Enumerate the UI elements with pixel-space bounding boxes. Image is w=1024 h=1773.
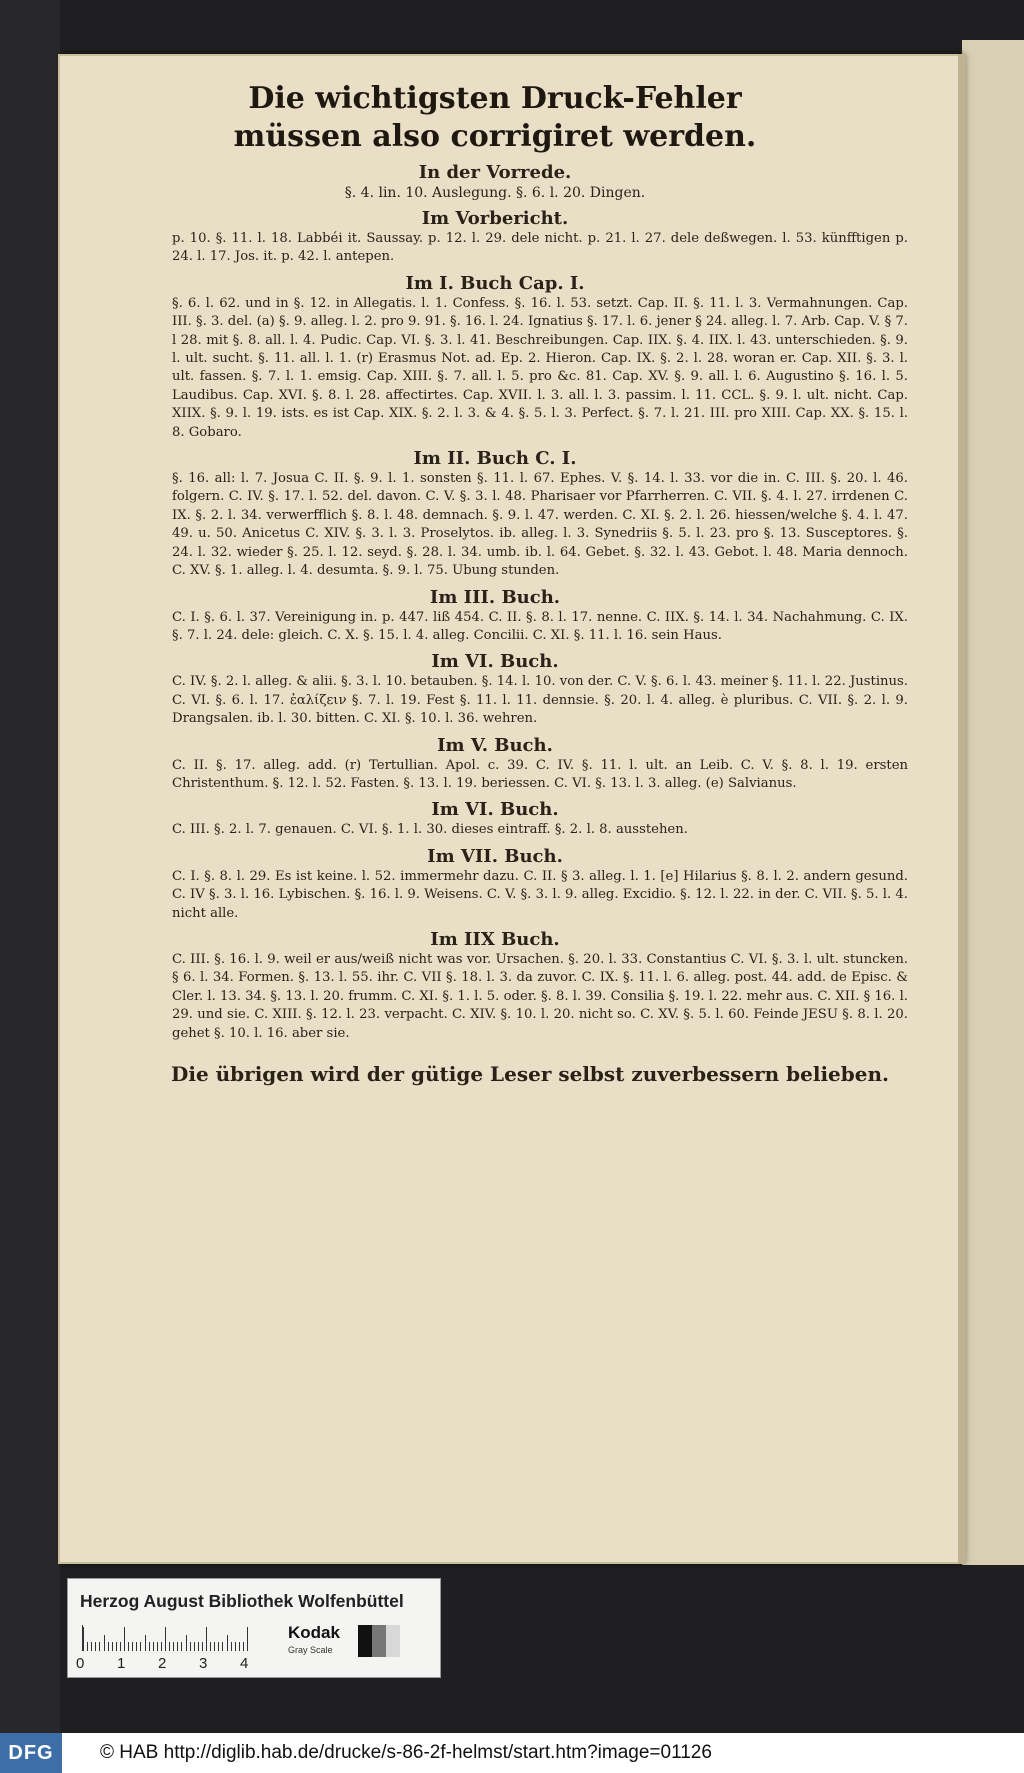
section-buch-3	[80, 587, 910, 646]
ruler-tick	[165, 1627, 166, 1651]
ruler-tick	[136, 1642, 137, 1651]
color-target-card	[67, 1578, 441, 1678]
gray-scale-label: Gray Scale	[288, 1645, 333, 1655]
section-heading: Im I. Buch Cap. I.	[405, 272, 585, 294]
library-name: Herzog August Bibliothek Wolfenbüttel	[80, 1591, 404, 1611]
section-heading: In der Vorrede.	[418, 162, 572, 183]
ruler-tick	[194, 1642, 195, 1651]
ruler-tick	[108, 1642, 109, 1651]
section-text: C. IV. §. 2. l. alleg. & alii. §. 3. l. 10. betauben. §. 14. l. 10. von der. C. V. §. 6. l. 43. meiner §. 11. l. 22. Justinus. C. VI. §. 6. l. 17. ἐαλίζειν §. 7. l. 19. Fest §. 11. l. 11. dennsie. §. 20. l. 4. alleg. è pluribus. C. VII. §. 2. l. 9. Drangsalen. ib. l. 30. bitten. C. XI. §. 10. l. 36. wehren.	[172, 674, 908, 727]
ruler-number: 1	[117, 1655, 126, 1672]
ruler-tick	[190, 1642, 191, 1651]
section-text: C. III. §. 16. l. 9. weil er aus/weiß nicht was vor. Ursachen. §. 20. l. 33. Constantius C. VI. §. 3. l. ult. stuncken. § 6. l. 34. Formen. §. 13. l. 55. ihr. C. VII §. 18. l. 3. da zuvor. C. IX. §. 11. l. 6. alleg. post. 44. add. de Episc. & Cler. l. 13. 34. §. 13. l. 20. frumm. C. XI. §. 1. l. 5. oder. §. 8. l. 39. Consilia §. 19. l. 22. mehr aus. C. XII. § 16. l. 29. und sie. C. XIII. §. 12. l. 23. verpacht. C. XIV. §. 10. l. 20. nicht so. C. XV. §. 5. l. 60. Feinde JESU §. 8. l. 20. gehet §. 10. l. 16. aber sie.	[172, 951, 908, 1041]
section-buch-1	[80, 273, 910, 442]
section-buch-6	[80, 799, 910, 839]
scale-ruler	[82, 1625, 283, 1651]
section-text: C. I. §. 6. l. 37. Vereinigung in. p. 447. liß 454. C. II. §. 8. l. 17. nenne. C. IIX. §. 14. l. 34. Nachahmung. C. IX. §. 7. l. 24. dele: gleich. C. X. §. 15. l. 4. alleg. Concilii. C. XI. §. 11. l. 16. sein Haus.	[172, 609, 908, 643]
ruler-tick	[181, 1642, 182, 1651]
ruler-tick	[206, 1627, 207, 1651]
ruler-tick	[239, 1642, 240, 1651]
ruler-number: 0	[76, 1655, 85, 1672]
ruler-tick	[120, 1642, 121, 1651]
section-buch-4	[80, 651, 910, 728]
section-text: C. I. §. 8. l. 29. Es ist keine. l. 52. immermehr dazu. C. II. § 3. alleg. l. 1. [e] Hilarius §. 8. l. 2. andern gesund. C. IV §. 3. l. 16. Lybischen. §. 16. l. 9. Weisens. C. V. §. 3. l. 9. alleg. Excidio. §. 12. l. 22. in der. C. VII. §. 5. l. 4. nicht alle.	[172, 868, 908, 921]
ruler-tick	[210, 1642, 211, 1651]
ruler-number: 3	[199, 1655, 208, 1672]
ruler-tick	[161, 1642, 162, 1651]
ruler-number: 4	[240, 1655, 249, 1672]
ruler-tick	[112, 1642, 113, 1651]
ruler-tick	[227, 1635, 228, 1651]
citation-link[interactable]: © HAB http://diglib.hab.de/drucke/s-86-2f-helmst/start.htm?image=01126	[100, 1742, 712, 1763]
ruler-tick	[235, 1642, 236, 1651]
page-title: Die wichtigsten Druck-Fehler müssen also corrigiret werden.	[233, 81, 757, 154]
book-spine	[0, 0, 60, 1733]
section-heading: Im VII. Buch.	[427, 845, 563, 867]
ruler-tick	[198, 1642, 199, 1651]
section-buch-2	[80, 448, 910, 580]
next-page-edge	[962, 40, 1024, 1565]
ruler-tick	[243, 1642, 244, 1651]
section-heading: Im Vorbericht.	[421, 208, 569, 229]
gray-swatch	[372, 1625, 386, 1657]
ruler-tick	[124, 1627, 125, 1651]
section-heading: Im V. Buch.	[437, 734, 553, 756]
ruler-tick	[140, 1642, 141, 1651]
closing-note: Die übrigen wird der gütige Leser selbst zuverbessern belieben.	[171, 1062, 889, 1086]
section-buch-7	[80, 846, 910, 923]
ruler-tick	[177, 1642, 178, 1651]
light-swatch	[386, 1625, 400, 1657]
ruler-tick	[202, 1642, 203, 1651]
ruler-tick	[83, 1627, 84, 1651]
section-vorbericht	[80, 208, 910, 267]
ruler-tick	[169, 1642, 170, 1651]
page-gutter	[958, 54, 966, 1564]
ruler-tick	[214, 1642, 215, 1651]
ruler-tick	[157, 1642, 158, 1651]
ruler-tick	[231, 1642, 232, 1651]
section-text: p. 10. §. 11. l. 18. Labbéi it. Saussay. p. 12. l. 29. dele nicht. p. 21. l. 27. dele deßwegen. l. 53. künfftigen p. 24. l. 17. Jos. it. p. 42. l. antepen.	[172, 231, 908, 265]
errata-content	[80, 80, 910, 1087]
ruler-tick	[173, 1642, 174, 1651]
ruler-tick	[95, 1642, 96, 1651]
ruler-tick	[91, 1642, 92, 1651]
ruler-tick	[186, 1635, 187, 1651]
section-heading: Im IIX Buch.	[430, 928, 560, 950]
section-text: C. III. §. 2. l. 7. genauen. C. VI. §. 1. l. 30. dieses eintraff. §. 2. l. 8. ausstehen.	[172, 822, 688, 838]
ruler-tick	[116, 1642, 117, 1651]
ruler-tick	[247, 1627, 248, 1651]
section-text: §. 4. lin. 10. Auslegung. §. 6. l. 20. Dingen.	[344, 185, 646, 201]
section-buch-8	[80, 929, 910, 1043]
section-heading: Im VI. Buch.	[431, 799, 559, 821]
section-vorrede	[80, 162, 910, 202]
ruler-tick	[153, 1642, 154, 1651]
section-heading: Im VI. Buch.	[431, 651, 559, 673]
black-swatch	[358, 1625, 372, 1657]
kodak-brand: Kodak	[288, 1623, 340, 1642]
ruler-tick	[132, 1642, 133, 1651]
section-heading: Im III. Buch.	[429, 586, 561, 608]
ruler-tick	[99, 1642, 100, 1651]
section-text: §. 6. l. 62. und in §. 12. in Allegatis. l. 1. Confess. §. 16. l. 53. setzt. Cap. II. §. 11. l. 3. Vermahnungen. Cap. III. §. 3. del. (a) §. 9. alleg. l. 2. pro 9. 91. §. 16. l. 24. Ignatius §. 17. l. 6. jener § 24. alleg. l. 7. Arb. Cap. V. § 7. l 28. mit §. 8. all. l. 4. Pudic. Cap. VI. §. 3. l. 41. Beschreibungen. Cap. IIX. §. 4. IIX. l. 43. unterschieden. §. 9. l. ult. sucht. §. 11. all. l. 1. (r) Erasmus Not. ad. Ep. 2. Hieron. Cap. IX. §. 2. l. 28. woran er. Cap. XII. §. 3. l. ult. fassen. §. 7. l. 1. emsig. Cap. XIII. §. 7. all. l. 5. pro &c. 81. Cap. XV. §. 9. all. l. 6. Augustino §. 16. l. 5. Laudibus. Cap. XVI. §. 8. l. 28. affectirtes. Cap. XVII. l. 3. all. l. 3. passim. l. 11. CCL. §. 9. l. ult. nicht. Cap. XIIX. §. 9. l. 19. ists. es ist Cap. XIX. §. 2. l. 3. & 4. §. 5. l. 3. Perfect. §. 7. l. 21. III. pro XIII. Cap. XX. §. 15. l. 8. Gobaro.	[172, 295, 908, 440]
ruler-tick	[149, 1642, 150, 1651]
ruler-tick	[128, 1642, 129, 1651]
section-text: §. 16. all: l. 7. Josua C. II. §. 9. l. 1. sonsten §. 11. l. 67. Ephes. V. §. 14. l. 33. vor die in. C. III. §. 20. l. 46. folgern. C. IV. §. 17. l. 52. del. davon. C. V. §. 3. l. 48. Pharisaer vor Pfarrherren. C. VII. §. 4. l. 27. irrdenen C. IX. §. 2. l. 34. verwerfflich §. 8. l. 48. demnach. §. 9. l. 47. werden. C. XI. §. 2. l. 26. hiessen/welche §. 4. l. 47. 49. u. 50. Anicetus C. XIV. §. 3. l. 3. Proselytos. ib. alleg. l. 3. Synedriis §. 5. l. 23. pro §. 13. Susceptores. §. 24. l. 32. wieder §. 25. l. 12. seyd. §. 28. l. 34. umb. ib. l. 64. Gebet. §. 32. l. 43. Gebot. l. 48. Maria dennoch. C. XV. §. 1. alleg. l. 4. desumta. §. 9. l. 75. Ubung stunden.	[172, 471, 908, 579]
dfg-logo: DFG	[0, 1733, 62, 1773]
ruler-tick	[218, 1642, 219, 1651]
section-buch-5	[80, 735, 910, 794]
section-text: C. II. §. 17. alleg. add. (r) Tertullian. Apol. c. 39. C. IV. §. 11. l. ult. an Leib. C. V. §. 8. l. 19. ersten Christenthum. §. 12. l. 52. Fasten. §. 13. l. 19. beriessen. C. VI. §. 13. l. 3. alleg. (e) Salvianus.	[172, 757, 908, 791]
ruler-tick	[87, 1642, 88, 1651]
ruler-tick	[145, 1635, 146, 1651]
ruler-number: 2	[158, 1655, 167, 1672]
section-heading: Im II. Buch C. I.	[413, 448, 577, 470]
ruler-tick	[222, 1642, 223, 1651]
ruler-tick	[104, 1635, 105, 1651]
